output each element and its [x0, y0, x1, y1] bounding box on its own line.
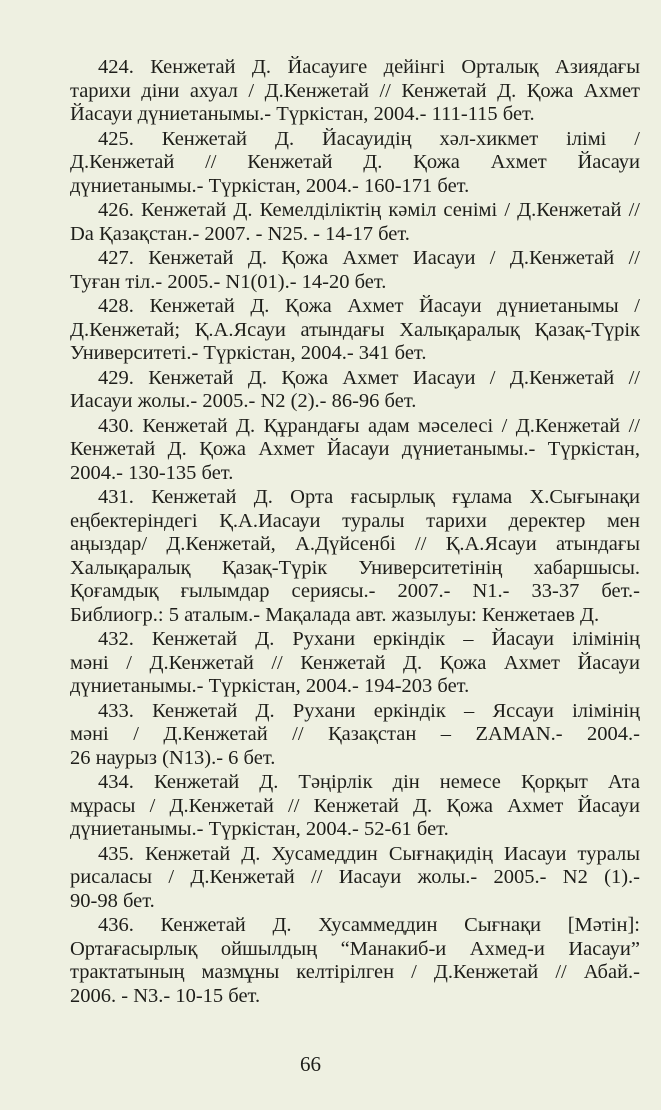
entry-line: 90-98 бет.: [70, 889, 155, 912]
entry-line: Библиогр.: 5 аталым.- Мақалада авт. жазылуы: Кенжетаев Д.: [70, 603, 600, 626]
entry-line: мәні / Д.Кенжетай // Кенжетай Д. Қожа Ахмет Йасауи: [70, 651, 640, 674]
bibliography-entry: [70, 415, 640, 486]
entry-line: 433. Кенжетай Д. Рухани еркіндік – Яссауи ілімінің: [98, 699, 640, 722]
bibliography-list: [70, 55, 640, 1008]
entry-line: рисаласы / Д.Кенжетай // Иасауи жолы.- 2005.- N2 (1).-: [70, 866, 640, 888]
entry-line: 428. Кенжетай Д. Қожа Ахмет Йасауи дүниетанымы /: [98, 295, 640, 317]
entry-line: мұрасы / Д.Кенжетай // Кенжетай Д. Қожа Ахмет Йасауи: [70, 794, 640, 817]
bibliography-entry: [70, 295, 640, 366]
bibliography-entry: [70, 486, 640, 627]
entry-line: 426. Кенжетай Д. Кемелділіктің кәміл сенімі / Д.Кенжетай //: [98, 199, 640, 221]
entry-line: Йасауи дүниетанымы.- Түркістан, 2004.- 111-115 бет.: [70, 103, 535, 125]
entry-line: Иасауи жолы.- 2005.- N2 (2).- 86-96 бет.: [70, 390, 417, 412]
bibliography-entry: [70, 367, 640, 414]
entry-line: дүниетанымы.- Түркістан, 2004.- 52-61 бет.: [70, 818, 449, 840]
entry-line: Университеті.- Түркістан, 2004.- 341 бет.: [70, 342, 427, 364]
entry-line: 424. Кенжетай Д. Йасауиге дейінгі Орталық Азиядағы: [98, 56, 640, 78]
entry-line: 435. Кенжетай Д. Хусамеддин Сығнақидің Иасауи туралы: [98, 842, 640, 865]
entry-line: 2004.- 130-135 бет.: [70, 461, 234, 484]
entry-line: Da Қазақстан.- 2007. - N25. - 14-17 бет.: [70, 222, 410, 245]
entry-line: 431. Кенжетай Д. Орта ғасырлық ғұлама Х.Сығынақи: [98, 486, 640, 508]
entry-line: 26 наурыз (N13).- 6 бет.: [70, 746, 276, 769]
entry-line: Д.Кенжетай; Қ.А.Ясауи атындағы Халықаралық Қазақ-Түрік: [70, 318, 640, 341]
entry-line: Халықаралық Қазақ-Түрік Университетінің хабаршысы.: [70, 556, 640, 579]
entry-line: аңыздар/ Д.Кенжетай, А.Дүйсенбі // Қ.А.Ясауи атындағы: [70, 533, 640, 555]
entry-line: еңбектеріндегі Қ.А.Иасауи туралы тарихи деректер мен: [70, 509, 640, 532]
entry-line: 436. Кенжетай Д. Хусаммеддин Сығнақи [Мәтін]:: [98, 914, 640, 936]
bibliography-entry: [70, 771, 640, 842]
entry-line: мәні / Д.Кенжетай // Қазақстан – ZAMAN.- 2004.-: [70, 723, 640, 745]
entry-line: 425. Кенжетай Д. Йасауидің хәл-хикмет ілімі /: [98, 127, 640, 150]
entry-line: Қоғамдық ғылымдар сериясы.- 2007.- N1.- 33-37 бет.-: [70, 580, 640, 602]
page-number: 66: [300, 1052, 321, 1076]
entry-line: Туған тіл.- 2005.- N1(01).- 14-20 бет.: [70, 270, 387, 293]
entry-line: 427. Кенжетай Д. Қожа Ахмет Иасауи / Д.Кенжетай //: [98, 247, 640, 269]
entry-line: 432. Кенжетай Д. Рухани еркіндік – Йасауи ілімінің: [98, 628, 640, 650]
entry-line: тарихи діни ахуал / Д.Кенжетай // Кенжетай Д. Қожа Ахмет: [70, 79, 640, 102]
entry-line: Ортағасырлық ойшылдың “Манакиб-и Ахмед-и Иасауи”: [70, 937, 640, 960]
bibliography-entry: [70, 247, 640, 294]
bibliography-entry: [70, 628, 640, 699]
entry-line: 434. Кенжетай Д. Тәңірлік дін немесе Қорқыт Ата: [98, 771, 640, 793]
entry-line: трактатының мазмұны келтірілген / Д.Кенжетай // Абай.-: [70, 961, 640, 983]
bibliography-entry: [70, 56, 640, 127]
entry-line: 429. Кенжетай Д. Қожа Ахмет Иасауи / Д.Кенжетай //: [98, 366, 640, 389]
entry-line: Кенжетай Д. Қожа Ахмет Йасауи дүниетанымы.- Түркістан,: [70, 438, 640, 460]
bibliography-entry: [70, 700, 640, 771]
bibliography-entry: [70, 914, 640, 1008]
entry-line: дүниетанымы.- Түркістан, 2004.- 160-171 бет.: [70, 174, 470, 197]
entry-line: Д.Кенжетай // Кенжетай Д. Қожа Ахмет Йасауи: [70, 151, 640, 173]
entry-line: 2006. - N3.- 10-15 бет.: [70, 984, 261, 1007]
entry-line: 430. Кенжетай Д. Құрандағы адам мәселесі / Д.Кенжетай //: [98, 414, 640, 437]
bibliography-entry: [70, 128, 640, 199]
bibliography-entry: [70, 199, 640, 246]
bibliography-entry: [70, 843, 640, 914]
entry-line: дүниетанымы.- Түркістан, 2004.- 194-203 бет.: [70, 675, 470, 697]
